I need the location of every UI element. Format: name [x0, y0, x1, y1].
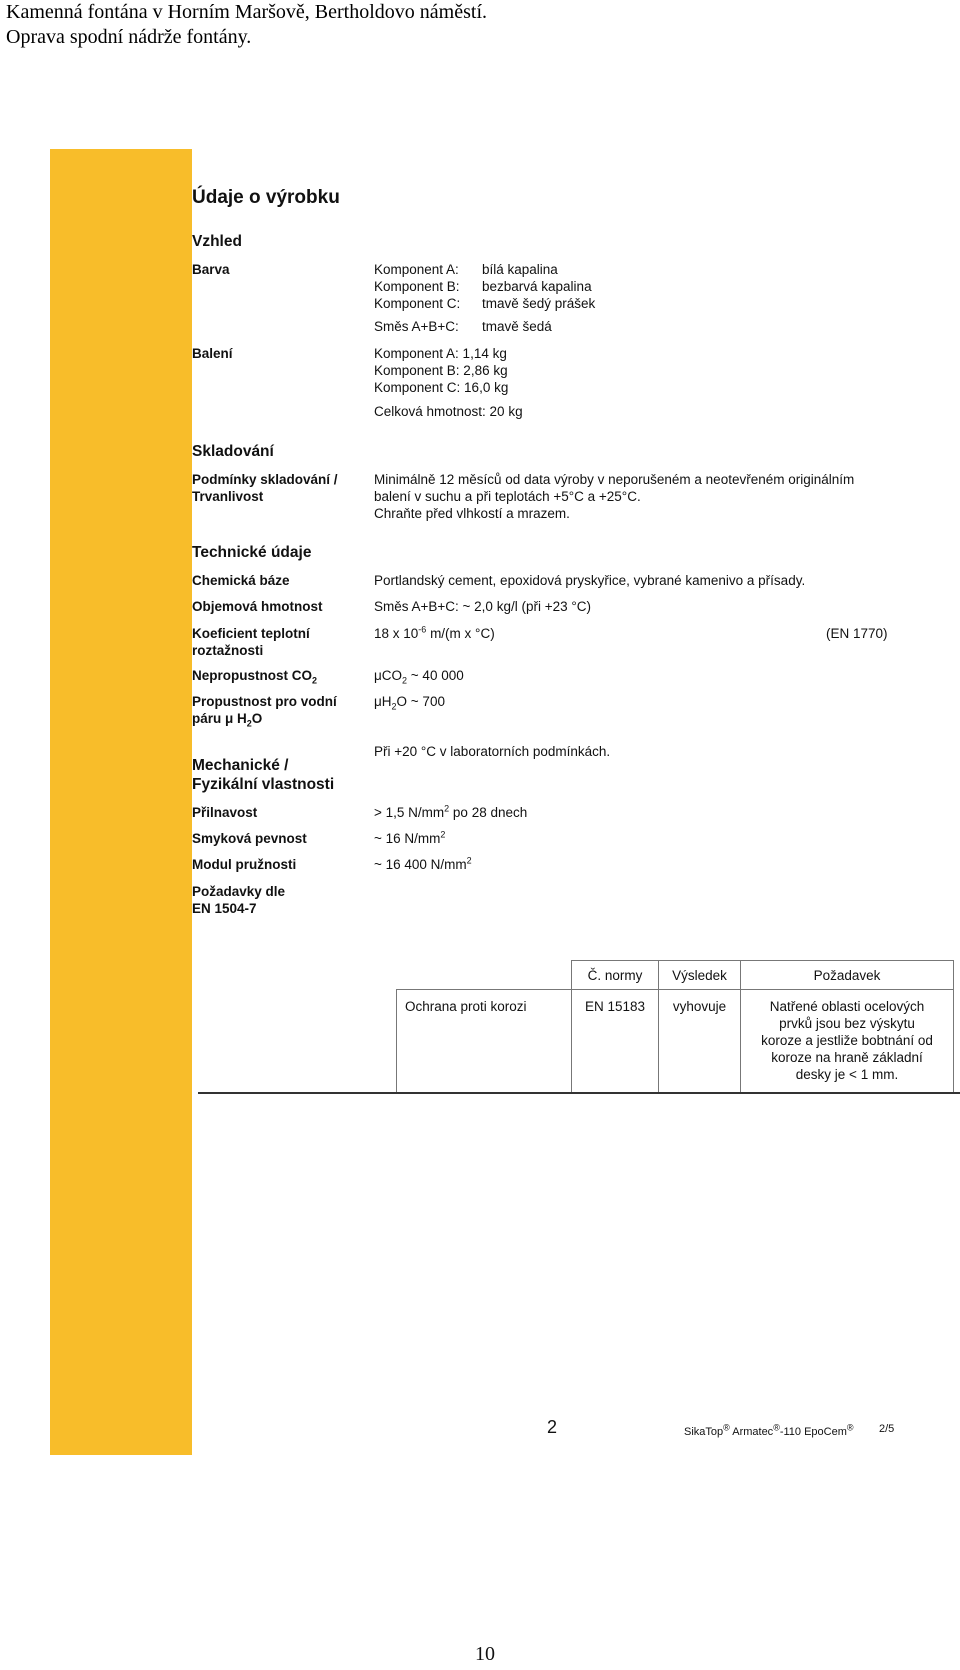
barva-row-c: Komponent C: tmavě šedý prášek	[374, 296, 596, 311]
footer-brand: SikaTop® Armatec®-110 EpoCem®	[684, 1422, 854, 1438]
footer-number: 2	[547, 1417, 558, 1437]
label-prilnavost: Přilnavost	[192, 805, 258, 820]
product-sheet-content	[50, 149, 960, 1455]
page-number: 10	[475, 1643, 495, 1665]
norm-row-name: Ochrana proti korozi	[397, 990, 572, 1093]
label-nepropustnost-co2: Nepropustnost $CO_2$	[192, 668, 318, 686]
smes-row: Směs A+B+C: tmavě šedá	[374, 319, 552, 334]
chemicka-baze-value: Portlandský cement, epoxidová pryskyřice, vybrané kamenivo a přísady.	[374, 573, 806, 588]
header-line-1: Kamenná fontána v Horním Maršově, Bertholdovo náměstí.	[6, 1, 487, 23]
norm-table-header-vysledek: Výsledek	[659, 961, 741, 990]
label-chemicka-baze: Chemická báze	[192, 573, 290, 588]
barva-values	[374, 261, 595, 312]
section-skladovani: Skladování	[192, 443, 274, 460]
celkova-hmotnost: Celková hmotnost: 20 kg	[374, 404, 523, 419]
h2o-value: $\mu H_2O$ ~ 700	[374, 694, 445, 712]
label-objemova-hmotnost: Objemová hmotnost	[192, 599, 323, 614]
mechanicke-note: Při +20 °C v laboratorních podmínkách.	[374, 744, 611, 759]
label-podminky: Podmínky skladování / Trvanlivost	[192, 472, 338, 504]
label-barva: Barva	[192, 262, 230, 277]
section-technicke: Technické údaje	[192, 544, 312, 561]
document-header	[6, 0, 946, 50]
section-vzhled: Vzhled	[192, 233, 242, 250]
norm-table-header	[397, 961, 954, 990]
koeficient-norm: (EN 1770)	[826, 626, 888, 641]
section-mechanicke: Mechanické / Fyzikální vlastnosti	[192, 757, 335, 793]
label-pozadavky: Požadavky dle EN 1504-7	[192, 884, 286, 916]
co2-value: μCO$_2$ ~ 40 000	[374, 668, 464, 686]
header-line-2: Oprava spodní nádrže fontány.	[6, 26, 252, 48]
product-sheet-scan	[50, 149, 960, 1455]
norm-row-result: vyhovuje	[659, 990, 741, 1093]
norm-table	[396, 960, 954, 1093]
smykova-pevnost-value: ~ 16 $N/mm^2$	[374, 829, 446, 846]
label-modul-pruznosti: Modul pružnosti	[192, 857, 297, 872]
label-baleni: Balení	[192, 346, 233, 361]
footer-page-of: 2/5	[879, 1423, 895, 1435]
koeficient-value: 18 x $10^{-6}$ m/(m x °C)	[374, 624, 495, 641]
prilnavost-value: > 1,5 $N/mm^2$ po 28 dnech	[374, 803, 528, 820]
norm-table-header-blank	[397, 961, 572, 990]
norm-row-norm: EN 15183	[572, 990, 659, 1093]
label-koeficient: Koeficient teplotní roztažnosti	[192, 626, 310, 658]
barva-row-a: Komponent A: bílá kapalina	[374, 262, 558, 277]
objemova-hmotnost-value: Směs A+B+C: ~ 2,0 kg/l (při +23 °C)	[374, 599, 591, 614]
table-row	[397, 990, 954, 1093]
norm-row-requirement: Natřené oblasti ocelových prvků jsou bez výskytu koroze a jestliže bobtnání od koroze na hraně základní desky je < 1 mm.	[741, 990, 954, 1093]
norm-table-header-pozadavek: Požadavek	[741, 961, 954, 990]
modul-pruznosti-value: ~ 16 400 $N/mm^2$	[374, 855, 472, 872]
label-smykova-pevnost: Smyková pevnost	[192, 831, 307, 846]
skladovani-text: Minimálně 12 měsíců od data výroby v neporušeném a neotevřeném originálním balení v suchu a při teplotách +5°C a +25°C. Chraňte před vlhkostí a mrazem.	[374, 472, 855, 521]
barva-row-b: Komponent B: bezbarvá kapalina	[374, 279, 592, 294]
section-divider	[198, 1092, 960, 1094]
sheet-title: Údaje o výrobku	[192, 187, 340, 208]
norm-table-header-norma: Č. normy	[572, 961, 659, 990]
label-propustnost-h2o: Propustnost pro vodní páru μ $H_2O$	[192, 694, 337, 729]
baleni-values: Komponent A: 1,14 kg Komponent B: 2,86 kg Komponent C: 16,0 kg	[374, 346, 509, 395]
